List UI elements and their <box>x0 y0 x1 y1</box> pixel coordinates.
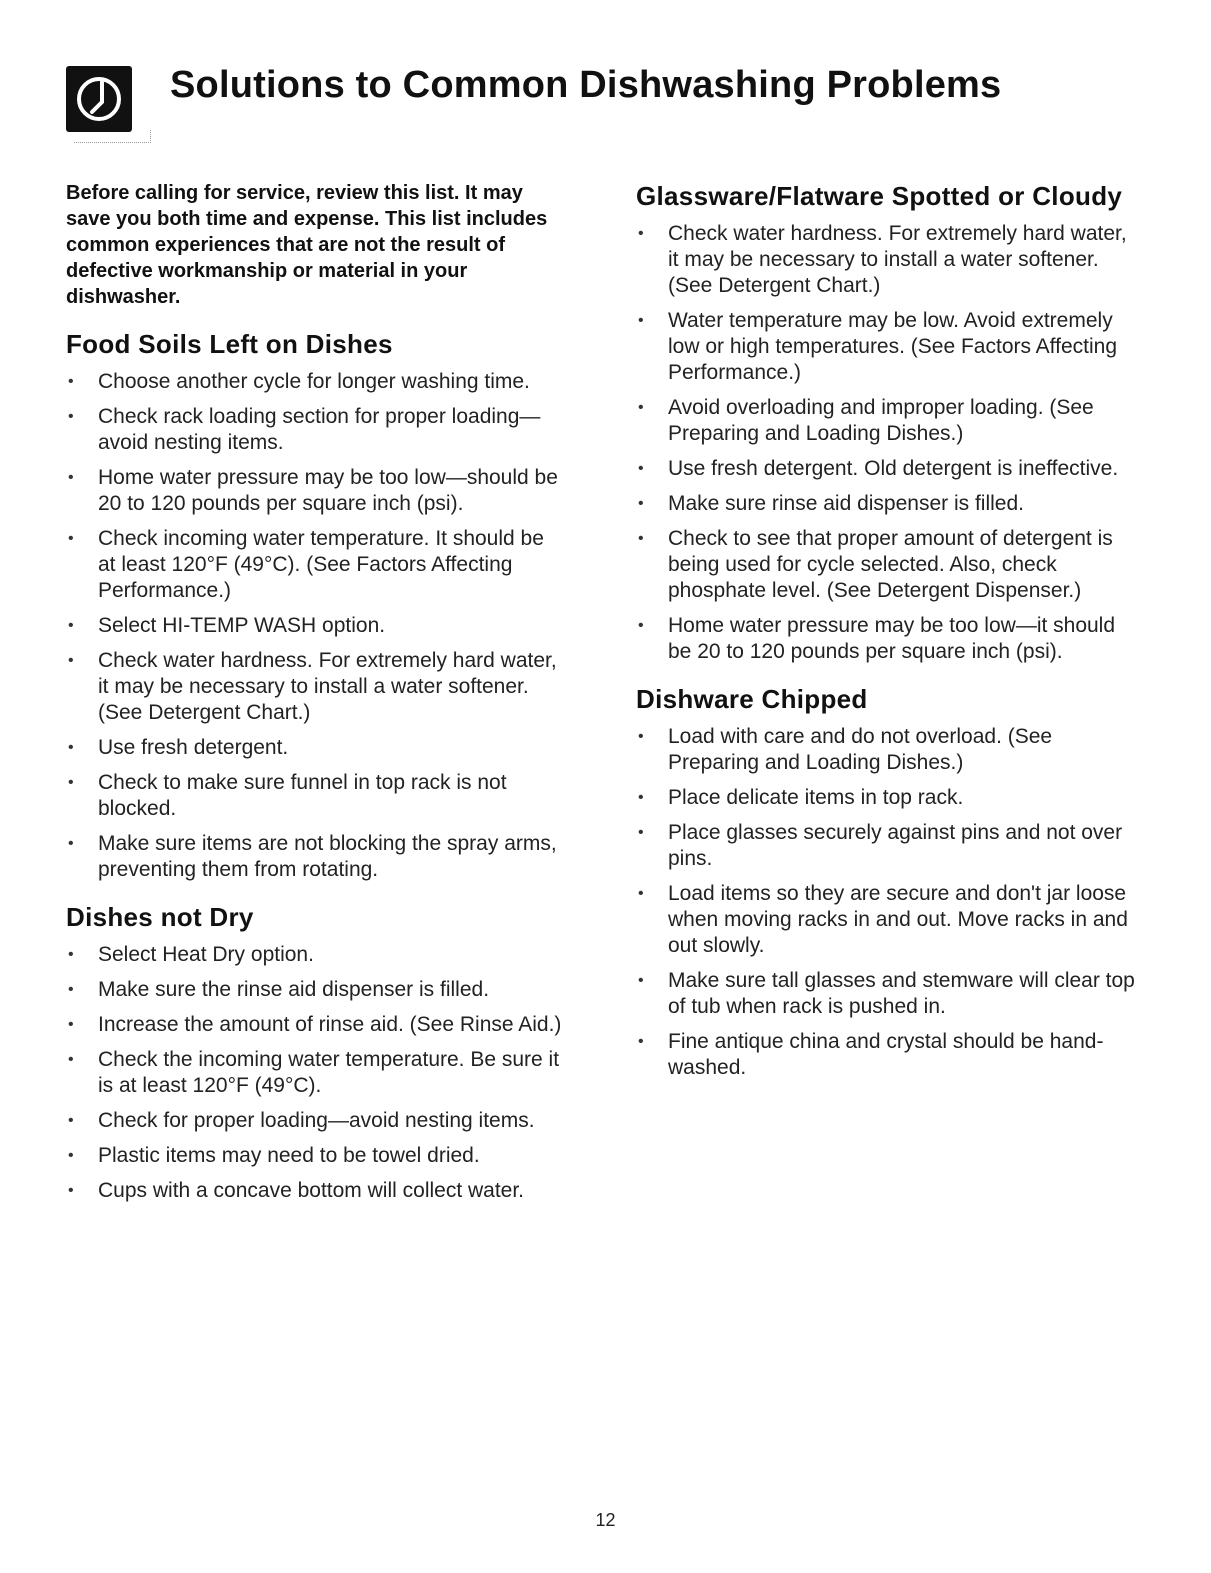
list-item: • Load with care and do not overload. (See Preparing and Loading Dishes.) <box>636 724 1136 776</box>
page-title: Solutions to Common Dishwashing Problems <box>170 64 1002 106</box>
section-heading-food-soils: Food Soils Left on Dishes <box>66 329 393 359</box>
section-heading-not-dry: Dishes not Dry <box>66 902 254 932</box>
list-item: • Make sure items are not blocking the spray arms, preventing them from rotating. <box>66 831 566 883</box>
list-item: • Check rack loading section for proper loading—avoid nesting items. <box>66 404 566 456</box>
list-item: • Avoid overloading and improper loading. (See Preparing and Loading Dishes.) <box>636 395 1136 447</box>
list-item: • Use fresh detergent. Old detergent is ineffective. <box>636 456 1136 482</box>
list-item: • Place glasses securely against pins and not over pins. <box>636 820 1136 872</box>
list-item: • Check the incoming water temperature. Be sure it is at least 120°F (49°C). <box>66 1047 566 1099</box>
page-header <box>66 58 1001 142</box>
list-item: • Plastic items may need to be towel dried. <box>66 1143 566 1169</box>
list-item: • Select HI-TEMP WASH option. <box>66 613 566 639</box>
list-item: • Make sure rinse aid dispenser is filled. <box>636 491 1136 517</box>
list-item: • Make sure tall glasses and stemware will clear top of tub when rack is pushed in. <box>636 968 1136 1020</box>
page-number: 12 <box>595 1510 616 1530</box>
list-item: • Check incoming water temperature. It should be at least 120°F (49°C). (See Factors Affecting Performance.) <box>66 526 566 604</box>
section-heading-chipped: Dishware Chipped <box>636 684 868 714</box>
left-column <box>66 180 566 1213</box>
list-item: • Check to see that proper amount of detergent is being used for cycle selected. Also, check phosphate level. (See Detergent Dispenser.) <box>636 526 1136 604</box>
intro-text: Before calling for service, review this list. It may save you both time and expense. This list includes common experiences that are not the result of defective workmanship or material in your dishwasher. <box>66 182 548 308</box>
list-item: • Check for proper loading—avoid nesting items. <box>66 1108 566 1134</box>
list-item: • Make sure the rinse aid dispenser is filled. <box>66 977 566 1003</box>
spotted-list <box>636 221 1136 665</box>
list-item: • Water temperature may be low. Avoid extremely low or high temperatures. (See Factors Affecting Performance.) <box>636 308 1136 386</box>
list-item: • Home water pressure may be too low—should be 20 to 120 pounds per square inch (psi). <box>66 465 566 517</box>
right-column <box>636 180 1136 1090</box>
list-item: • Place delicate items in top rack. <box>636 785 1136 811</box>
list-item: • Use fresh detergent. <box>66 735 566 761</box>
list-item: • Select Heat Dry option. <box>66 942 566 968</box>
food-soils-list <box>66 369 566 883</box>
list-item: • Check to make sure funnel in top rack is not blocked. <box>66 770 566 822</box>
not-dry-list <box>66 942 566 1204</box>
list-item: • Increase the amount of rinse aid. (See Rinse Aid.) <box>66 1012 566 1038</box>
section-heading-spotted: Glassware/Flatware Spotted or Cloudy <box>636 181 1123 211</box>
list-item: • Cups with a concave bottom will collect water. <box>66 1178 566 1204</box>
list-item: • Choose another cycle for longer washing time. <box>66 369 566 395</box>
list-item: • Load items so they are secure and don't jar loose when moving racks in and out. Move racks in and out slowly. <box>636 881 1136 959</box>
list-item: • Home water pressure may be too low—it should be 20 to 120 pounds per square inch (psi). <box>636 613 1136 665</box>
list-item: • Check water hardness. For extremely hard water, it may be necessary to install a water softener. (See Detergent Chart.) <box>66 648 566 726</box>
list-item: • Check water hardness. For extremely hard water, it may be necessary to install a water softener. (See Detergent Chart.) <box>636 221 1136 299</box>
wrench-gear-icon <box>66 58 150 142</box>
chipped-list <box>636 724 1136 1081</box>
list-item: • Fine antique china and crystal should be hand-washed. <box>636 1029 1136 1081</box>
